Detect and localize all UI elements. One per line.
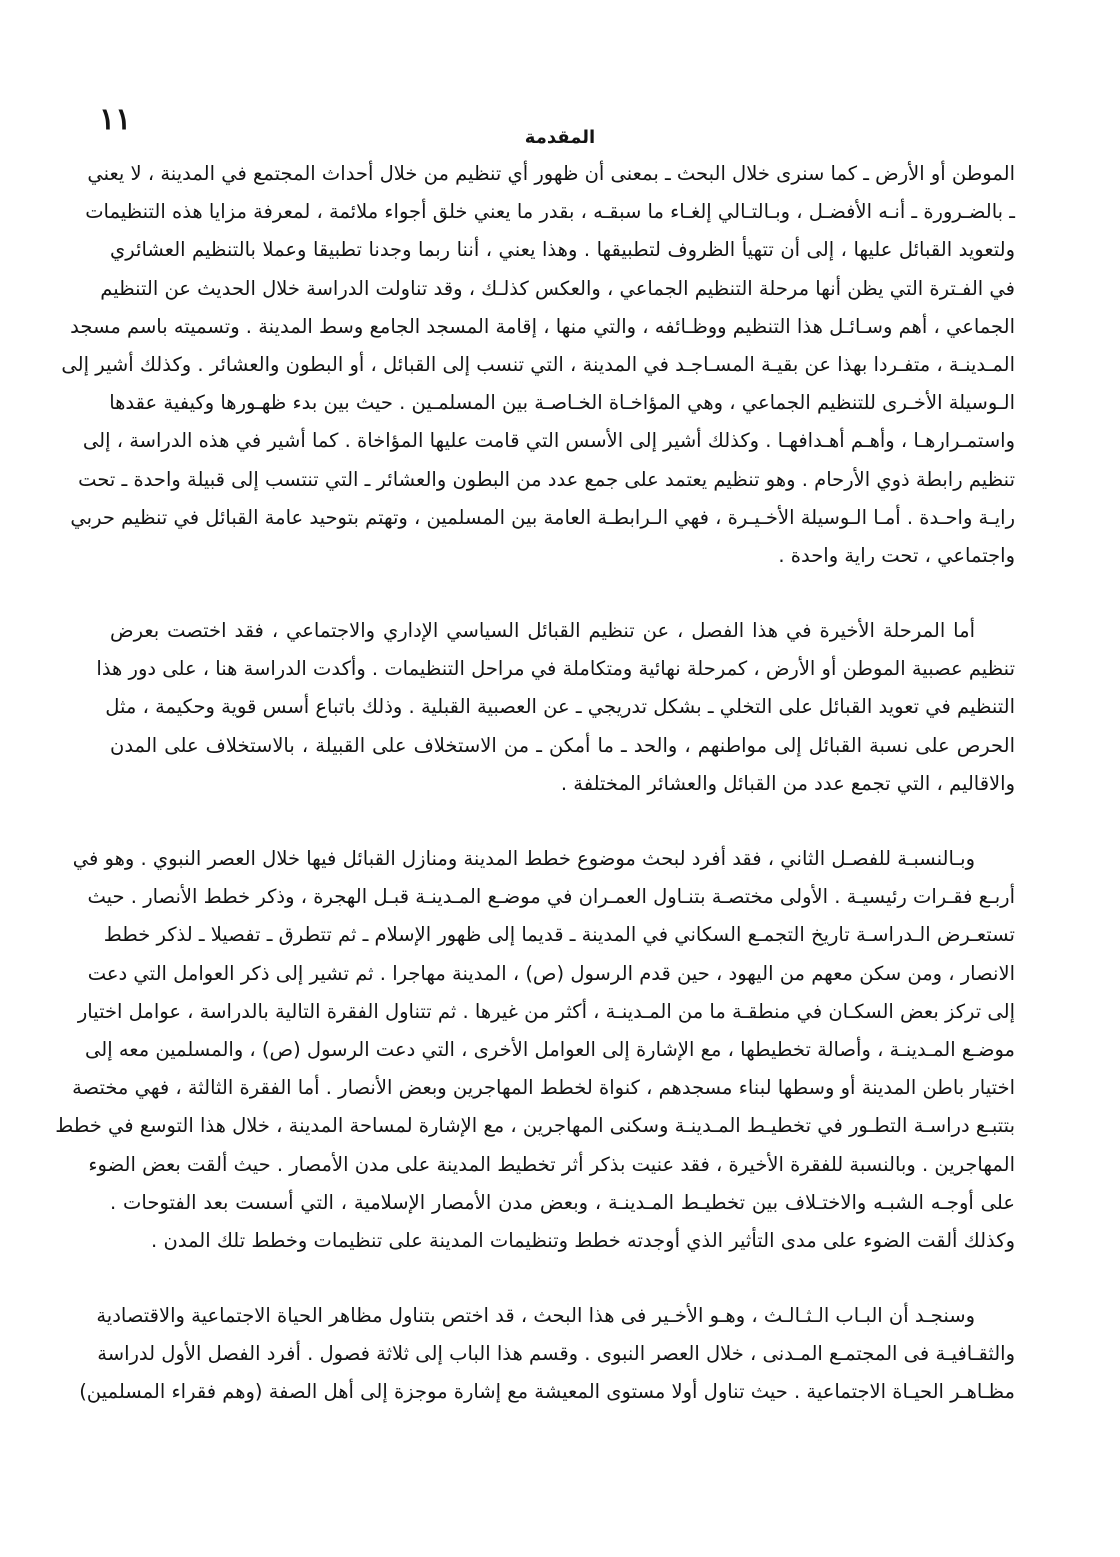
paragraph <box>79 1297 1015 1412</box>
text-line: الـوسيلة الأخـرى للتنظيم الجماعي ، وهي المؤاخـاة الخـاصـة بين المسلمـين . حيث بين بدء ظهـورها وكيفية عقدها <box>109 391 1015 415</box>
text-line: ولتعويد القبائل عليها ، إلى أن تتهيأ الظروف لتطبيقها . وهذا يعني ، أننا ربما وجدنا تطبيقا وعملا بالتنظيم العشائري <box>110 238 1015 262</box>
text-line: في الفـترة التي يظن أنها مرحلة التنظيم الجماعي ، والعكس كذلـك ، وقد تناولت الدراسة خلال الحديث عن التنظيم <box>100 276 1015 300</box>
paragraph <box>55 840 1015 1260</box>
text-line: الجماعي ، أهم وسـائـل هذا التنظيم ووظـائفه ، والتي منها ، إقامة المسجد الجامع وسط المدينة . وتسميته باسم مسجد <box>70 314 1015 338</box>
running-header: المقدمة <box>524 127 596 148</box>
paragraph-gap <box>110 575 1015 612</box>
text-line: واجتماعي ، تحت راية واحدة . <box>778 543 1015 567</box>
text-line: أربـع فقـرات رئيسيـة . الأولى مختصـة بتنـاول العمـران في موضـع المـدينـة قبـل الهجرة ، وذكر خطط الأنصار . حيث <box>87 885 1015 909</box>
text-line: إلى تركز بعض السكـان في منطقـة ما من المـدينـة ، أكثر من غيرها . ثم تتناول الفقرة التالية بالدراسة ، عوامل اختيار <box>77 999 1015 1023</box>
text-line: المهاجرين . وبالنسبة للفقرة الأخيرة ، فقد عنيت بذكر أثر تخطيط المدينة على مدن الأمصار . حيث ألقت بعض الضوء <box>88 1152 1015 1176</box>
text-line: بتتبـع دراسـة التطـور في تخطيـط المـدينـة وسكنى المهاجرين ، مع الإشارة لمساحة المدينة ، خلال هذا التوسع في خطط <box>55 1114 1015 1138</box>
text-line: المـدينـة ، متفـردا بهذا عن بقيـة المسـاجـد في المدينة ، التي تنسب إلى القبائل ، أو البطون والعشائر . وكذلك أشير إلى <box>61 352 1015 376</box>
text-line: ـ بالضـرورة ـ أنـه الأفضـل ، وبـالتـالي إلغـاء ما سبقـه ، بقدر ما يعني خلق أجواء ملائمة ، لمعرفة مزايا هذه التنظيمات <box>85 200 1015 224</box>
text-line: وسنجـد أن البـاب الـثـالـث ، وهـو الأخـير فى هذا البحث ، قد اختص بتناول مظاهر الحياة الاجتماعية والاقتصادية <box>96 1304 975 1328</box>
text-line: وبـالنسبـة للفصـل الثاني ، فقد أفرد لبحث موضوع خطط المدينة ومنازل القبائل فيها خلال العصر النبوي . وهو في <box>72 847 975 870</box>
text-line: أما المرحلة الأخيرة في هذا الفصل ، عن تنظيم القبائل السياسي الإداري والاجتماعي ، فقد اختصت بعرض <box>110 619 975 643</box>
text-line: تنظيم عصبية الموطن أو الأرض ، كمرحلة نهائية ومتكاملة في مراحل التنظيمات . وأكدت الدراسة هنا ، على دور هذا <box>96 657 1015 681</box>
text-line: التنظيم في تعويد القبائل على التخلي ـ بشكل تدريجي ـ عن العصبية القبلية . وذلك باتباع أسس قوية وحكيمة ، مثل <box>105 695 1015 719</box>
text-line: وكذلك ألقت الضوء على مدى التأثير الذي أوجدته خطط وتنظيمات المدينة على تنظيمات وخطط تلك المدن . <box>151 1228 1015 1252</box>
text-line: الانصار ، ومن سكن معهم من اليهود ، حين قدم الرسول (ص) ، المدينة مهاجرا . ثم تشير إلى ذكر العوامل التي دعت <box>87 961 1015 985</box>
text-line: والاقاليم ، التي تجمع عدد من القبائل والعشائر المختلفة . <box>560 771 1015 795</box>
paragraph-gap <box>110 803 1015 840</box>
text-line: على أوجـه الشبـه والاختـلاف بين تخطيـط المـدينـة ، وبعض مدن الأمصار الإسلامية ، التي أسست بعد الفتوحات . <box>110 1190 1015 1214</box>
text-line: تستعـرض الـدراسـة تاريخ التجمـع السكاني في المدينة ـ قديما إلى ظهور الإسلام ـ ثم تتطرق ـ تفصيلا ـ لذكر خطط <box>103 923 1015 947</box>
text-line: والثقـافيـة فى المجتمـع المـدنى ، خلال العصر النبوى . وقسم هذا الباب إلى ثلاثة فصول . أفرد الفصل الأول لدراسة <box>97 1342 1015 1366</box>
text-line: الحرص على نسبة القبائل إلى مواطنهم ، والحد ـ ما أمكن ـ من الاستخلاف على القبيلة ، بالاستخلاف على المدن <box>110 733 1015 757</box>
text-line: رايـة واحـدة . أمـا الـوسيلة الأخـيـرة ، فهي الـرابطـة العامة بين المسلمين ، وتهتم بتوحيد عامة القبائل في تنظيم حربي <box>70 505 1015 529</box>
page-number: ١١ <box>99 102 132 137</box>
text-line: اختيار باطن المدينة أو وسطها لبناء مسجدهم ، كنواة لخطط المهاجرين وبعض الأنصار . أما الفقرة الثالثة ، فهي مختصة <box>72 1076 1015 1100</box>
text-line: موضـع المـدينـة ، وأصالة تخطيطها ، مع الإشارة إلى العوامل الأخرى ، التي دعت الرسول (ص) ، والمسلمين معه إلى <box>85 1037 1015 1061</box>
text-line: الموطن أو الأرض ـ كما سنرى خلال البحث ـ بمعنى أن ظهور أي تنظيم من خلال أحداث المجتمع في المدينة ، لا يعني <box>87 162 1015 185</box>
paragraph-gap <box>110 1260 1015 1297</box>
text-line: واستمـرارهـا ، وأهـم أهـدافهـا . وكذلك أشير إلى الأسس التي قامت عليها المؤاخاة . كما أشير في هذه الدراسة ، إلى <box>82 429 1015 453</box>
text-line: مظـاهـر الحيـاة الاجتماعية . حيث تناول أولا مستوى المعيشة مع إشارة موجزة إلى أهل الصفة (وهم فقراء المسلمين) <box>79 1380 1015 1404</box>
paragraph <box>96 612 1015 803</box>
text-line: تنظيم رابطة ذوي الأرحام . وهو تنظيم يعتمد على جمع عدد من البطون والعشائر ـ التي تنتسب إلى قبيلة واحدة ـ تحت <box>78 467 1015 491</box>
paragraph <box>61 155 1015 575</box>
body-text <box>55 155 1015 1412</box>
